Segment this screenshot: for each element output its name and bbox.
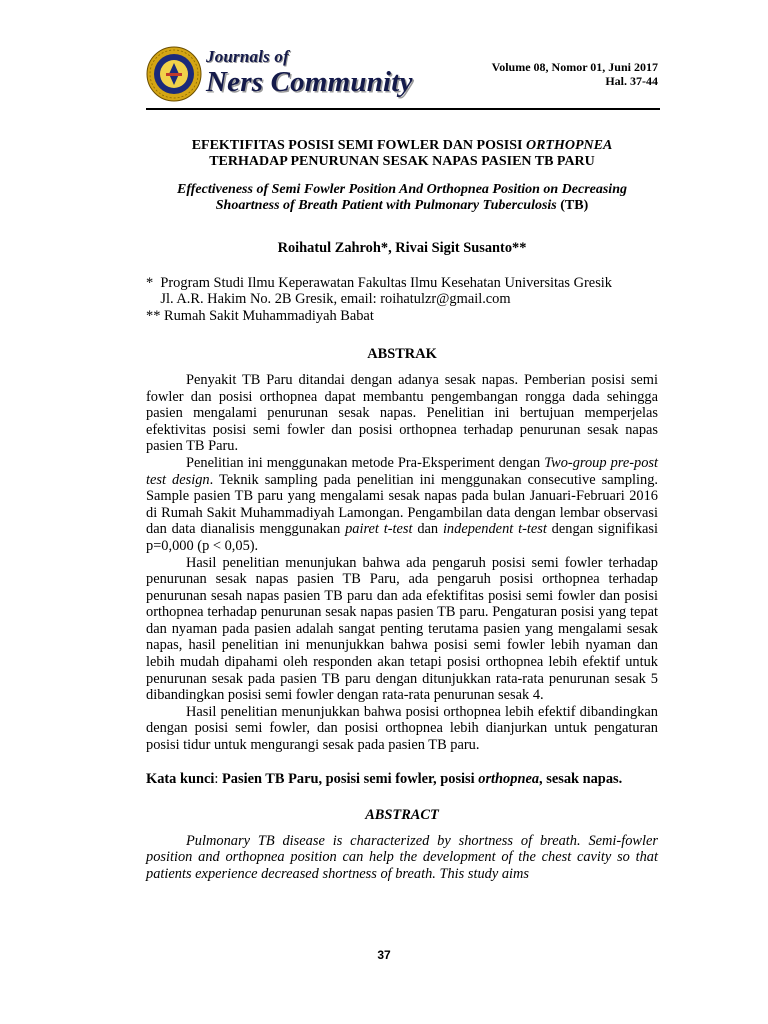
page-range: Hal. 37-44 bbox=[605, 74, 658, 88]
keywords-text: Pasien TB Paru, posisi semi fowler, posisi bbox=[221, 770, 479, 787]
text-run: . Teknik sampling pada penelitian ini menggunakan consecutive sampling. Sample pasien TB paru yang mengalami sesak napas pada bulan Januari-Februari 2016 di Rumah Sakit Muhammadiyah Lamongan. Pengambilan data dengan lembar observasi dan data dianalisis menggunakan bbox=[146, 471, 658, 538]
text-run-italic: pairet t-test bbox=[345, 521, 413, 538]
abstrak-heading: ABSTRAK bbox=[367, 346, 437, 363]
page-number: 37 bbox=[377, 948, 391, 962]
english-title bbox=[146, 182, 658, 214]
header-divider bbox=[146, 108, 660, 110]
affiliation-2: ** Rumah Sakit Muhammadiyah Babat bbox=[146, 307, 374, 324]
affiliation-address: Jl. A.R. Hakim No. 2B Gresik, email: roihatulzr@gmail.com bbox=[146, 291, 511, 308]
volume-text: Volume 08, Nomor 01, Juni 2017 bbox=[491, 60, 658, 74]
article-title bbox=[146, 138, 658, 170]
keywords bbox=[146, 771, 658, 788]
journal-name-top: Journals of bbox=[206, 47, 289, 66]
authors: Roihatul Zahroh*, Rivai Sigit Susanto** bbox=[277, 240, 527, 256]
affiliations bbox=[146, 275, 658, 325]
volume-info bbox=[492, 60, 658, 88]
abstrak-paragraph-2 bbox=[146, 455, 658, 555]
abstrak-paragraph-3: Hasil penelitian menunjukan bahwa ada pengaruh posisi semi fowler terhadap penurunan sesak napas pasien TB Paru, ada pengaruh posisi orthopnea terhadap penurunan sesah napas pasien TB paru dan ada efektifitas posisi semi fowler dan posisi orthopnea terhadap penurunan sesak napas pasien TB paru. Pengaturan posisi yang tepat dan nyaman pada pasien adalah sangat penting terutama pasien yang mengalami sesak napas, hasil penelitian ini menunjukkan bahwa posisi semi fowler lebih nyaman dan lebih mudah dipahami oleh responden akan tetapi posisi orthopnea lebih efektif untuk penurunan sesak pada pasien TB paru dengan ditunjukkan rata-rata penurunan sesak 5 dibandingkan posisi semi fowler dengan rata-rata penurunan sesak 4. bbox=[146, 554, 658, 704]
keywords-sep: : bbox=[214, 770, 222, 787]
english-title-abbrev: (TB) bbox=[556, 198, 589, 213]
abstract-paragraph-1: Pulmonary TB disease is characterized by shortness of breath. Semi-fowler position and orthopnea position can help the development of the chest cavity so that patients experience decreased shortness of breath. This study aims bbox=[146, 832, 658, 882]
keywords-italic: orthopnea bbox=[478, 770, 540, 787]
text-run-italic: independent t-test bbox=[442, 521, 547, 538]
abstrak-paragraph-4: Hasil penelitian menunjukkan bahwa posisi orthopnea lebih efektif dibandingkan dengan posisi semi fowler, dan posisi orthopnea lebih dianjurkan untuk pengaturan posisi tidur untuk mengurangi sesak pada pasien TB paru. bbox=[146, 703, 658, 754]
affiliation-1: * Program Studi Ilmu Keperawatan Fakultas Ilmu Kesehatan Universitas Gresik bbox=[146, 274, 612, 291]
journal-name-main: Ners Community bbox=[206, 66, 413, 98]
text-run: dan bbox=[412, 521, 443, 538]
text-run-italic: Two-group pre-post test design bbox=[146, 454, 659, 488]
university-seal-icon bbox=[146, 46, 202, 102]
abstrak-paragraph-1: Penyakit TB Paru ditandai dengan adanya sesak napas. Pemberian posisi semi fowler dan posisi orthopnea dapat membantu pengembangan rongga dada sehingga pasien mengalami penurunan sesak napas. Penelitian ini bertujuan memperjelas efektivitas posisi semi fowler dan posisi orthopnea terhadap penurunan sesak napas pasien TB Paru. bbox=[146, 371, 658, 455]
title-italic: ORTHOPNEA bbox=[525, 138, 613, 153]
abstract-heading: ABSTRACT bbox=[365, 807, 439, 824]
english-title-line1: Effectiveness of Semi Fowler Position And Orthopnea Position on Decreasing bbox=[177, 182, 627, 197]
keywords-label: Kata kunci bbox=[146, 770, 215, 787]
article-body bbox=[146, 138, 658, 883]
english-title-line2: Shoartness of Breath Patient with Pulmonary Tuberculosis bbox=[215, 198, 557, 213]
title-text: EFEKTIFITAS POSISI SEMI FOWLER DAN POSISI bbox=[191, 138, 526, 153]
text-run: dengan signifikasi p=0,000 (p < 0,05). bbox=[146, 521, 659, 554]
journal-logo bbox=[146, 44, 413, 104]
text-run: Penelitian ini menggunakan metode Pra-Eksperiment dengan bbox=[186, 454, 545, 471]
keywords-text-end: , sesak napas. bbox=[539, 770, 623, 787]
title-text-2: TERHADAP PENURUNAN SESAK NAPAS PASIEN TB PARU bbox=[209, 154, 595, 169]
